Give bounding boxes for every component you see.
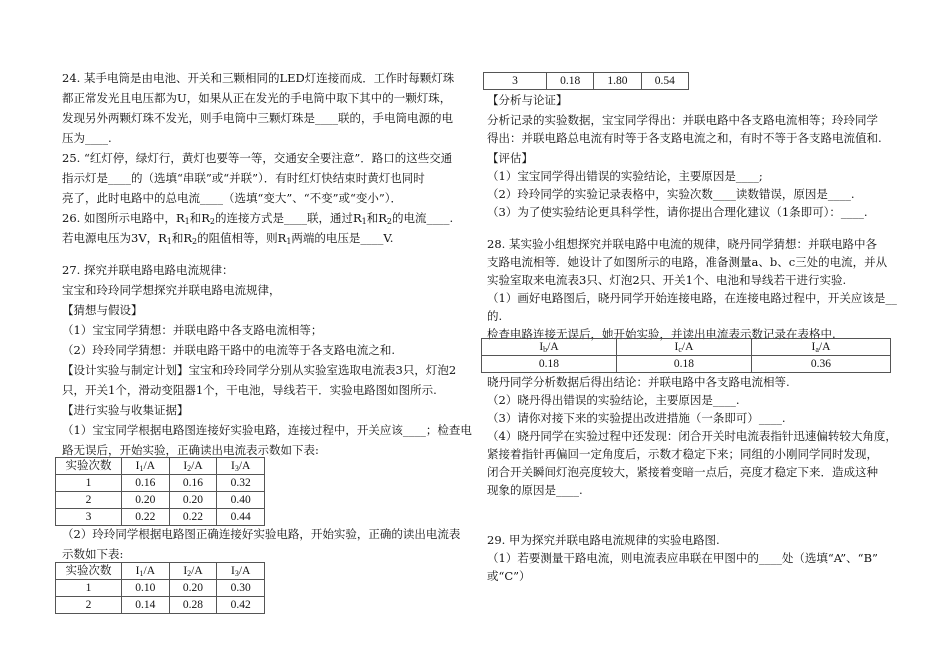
q27b-line-2: 示数如下表: xyxy=(62,547,124,561)
analysis-line-5: （1）宝宝同学得出错误的实验结论，主要原因是____; xyxy=(487,169,763,183)
table-cell: 1 xyxy=(56,475,122,492)
table-header-cell: $I_1/A$ xyxy=(122,563,170,580)
q28-line-6: 检查电路连接无误后，她开始实验，并读出电流表示数记录在表格中. xyxy=(487,327,836,341)
table-header-cell: 实验次数 xyxy=(56,458,122,475)
analysis-line-1: 【分析与论证】 xyxy=(487,93,568,107)
q27-line-5: （2）玲玲同学猜想：并联电路干路中的电流等于各支路电流之和. xyxy=(62,343,395,357)
q28b-line-7: 现象的原因是____. xyxy=(487,483,583,497)
analysis-line-2: 分析记录的实验数据，宝宝同学得出：并联电路中各支路电流相等；玲玲同学 xyxy=(487,113,878,127)
q27-line-7: 只，开关1个，滑动变阻器1个，干电池，导线若干．实验电路图如图所示. xyxy=(62,383,437,397)
table-row xyxy=(484,73,689,90)
table-cell: 0.10 xyxy=(122,580,170,597)
table-cell: 0.32 xyxy=(217,475,265,492)
q27-line-1: 27. 探究并联电路电路电流规律： xyxy=(62,263,234,277)
table-cell: 1.80 xyxy=(594,73,641,90)
table-header-cell: $I_1/A$ xyxy=(122,458,170,475)
table-2 xyxy=(55,562,265,614)
table-cell: 0.16 xyxy=(122,475,170,492)
analysis-line-4: 【评估】 xyxy=(487,151,533,165)
table-cell: 0.16 xyxy=(169,475,217,492)
table-cell: 0.18 xyxy=(616,356,751,373)
table-header-cell: $I_2/A$ xyxy=(169,458,217,475)
q27-line-4: （1）宝宝同学猜想：并联电路中各支路电流相等； xyxy=(62,323,323,337)
q24-line-2: 都正常发光且电压都为U，如果从正在发光的手电筒中取下其中的一颗灯珠， xyxy=(62,91,452,105)
table-cell: 0.14 xyxy=(122,597,170,614)
q25-line-1: 25. “红灯停，绿灯行，黄灯也要等一等，交通安全要注意”．路口的这些交通 xyxy=(62,151,453,165)
q28-line-3: 实验室取来电流表3只、灯泡2只、开关1个、电池和导线若干进行实验. xyxy=(487,273,847,287)
q28-line-1: 28. 某实验小组想探究并联电路中电流的规律，晓丹同学猜想：并联电路中各 xyxy=(487,237,877,251)
q27-line-6: 【设计实验与制定计划】宝宝和玲玲同学分别从实验室选取电流表3只，灯泡2 xyxy=(62,363,457,377)
table-cell: 0.22 xyxy=(169,509,217,526)
q28-line-2: 支路电流相等．她设计了如图所示的电路，准备测量a、b、c三处的电流，并从 xyxy=(487,255,888,269)
table-1 xyxy=(55,457,265,526)
table-cell: 3 xyxy=(56,509,122,526)
table-cell: 0.20 xyxy=(169,580,217,597)
table-cell: 2 xyxy=(56,492,122,509)
q29-line-3: 或“C”） xyxy=(487,569,531,583)
table-3 xyxy=(481,338,891,373)
table-row xyxy=(482,356,891,373)
q24-line-1: 24. 某手电筒是由电池、开关和三颗相同的LED灯连接而成．工作时每颗灯珠 xyxy=(62,71,455,85)
table-header-row xyxy=(482,339,891,356)
analysis-line-6: （2）玲玲同学的实验记录表格中，实验次数____读数错误，原因是____. xyxy=(487,187,855,201)
q27-line-3: 【猜想与假设】 xyxy=(62,303,143,317)
table-header-cell: $I_a/A$ xyxy=(751,339,890,356)
q27-line-2: 宝宝和玲玲同学想探究并联电路电流规律， xyxy=(62,283,281,297)
table-cell: 0.36 xyxy=(751,356,890,373)
table-cell: 1 xyxy=(56,580,122,597)
table-row xyxy=(56,492,265,509)
q26-line-2: 若电源电压为3V，$R_1$和$R_2$的阻值相等，则$R_1$两端的电压是____V. xyxy=(62,231,394,246)
q28b-line-5: 紧接着指针再偏回一定角度后，示数才稳定下来；同组的小刚同学同时发现， xyxy=(487,447,878,461)
analysis-line-7: （3）为了使实验结论更具科学性，请你提出合理化建议（1条即可）：____. xyxy=(487,205,868,219)
q27-line-10: 路无误后，开始实验，正确读出电流表示数如下表: xyxy=(62,443,319,457)
table-header-cell: $I_b/A$ xyxy=(482,339,617,356)
table-header-cell: $I_3/A$ xyxy=(217,563,265,580)
table-row xyxy=(56,580,265,597)
q27b-line-1: （2）玲玲同学根据电路图正确连接好实验电路，开始实验，正确的读出电流表 xyxy=(62,527,461,541)
table-cell: 0.22 xyxy=(122,509,170,526)
table-row xyxy=(56,509,265,526)
q28-line-5: 的. xyxy=(487,309,503,323)
q28b-line-3: （3）请你对接下来的实验提出改进措施（一条即可）____. xyxy=(487,411,786,425)
table-cell: 0.30 xyxy=(217,580,265,597)
q28b-line-1: 晓丹同学分析数据后得出结论：并联电路中各支路电流相等. xyxy=(487,375,790,389)
table-header-row xyxy=(56,458,265,475)
analysis-line-3: 得出：并联电路总电流有时等于各支路电流之和，有时不等于各支路电流值和. xyxy=(487,131,882,145)
q28b-line-2: （2）晓丹得出错误的实验结论，主要原因是____. xyxy=(487,393,740,407)
q28b-line-6: 闭合开关瞬间灯泡亮度较大，紧接着变暗一点后，亮度才稳定下来．造成这种 xyxy=(487,465,878,479)
table-cell: 0.20 xyxy=(169,492,217,509)
table-header-cell: $I_2/A$ xyxy=(169,563,217,580)
table-cell: 0.18 xyxy=(547,73,594,90)
q24-line-4: 压为____. xyxy=(62,131,112,145)
table-header-cell: $I_c/A$ xyxy=(616,339,751,356)
q26-line-1: 26. 如图所示电路中，$R_1$和$R_2$的连接方式是____联，通过$R_1$和$R_2$的电流____. xyxy=(62,211,454,226)
q25-line-2: 指示灯是____的（选填“串联”或“并联”）．有时红灯快结束时黄灯也同时 xyxy=(62,171,425,185)
table-row xyxy=(56,475,265,492)
q24-line-3: 发现另外两颗灯珠不发光，则手电筒中三颗灯珠是____联的，手电筒电源的电 xyxy=(62,111,453,125)
q27-line-9: （1）宝宝同学根据电路图连接好实验电路，连接过程中，开关应该____；检查电 xyxy=(62,423,472,437)
q28-line-4: （1）画好电路图后，晓丹同学开始连接电路，在连接电路过程中，开关应该是__ xyxy=(487,291,897,305)
q28b-line-4: （4）晓丹同学在实验过程中还发现：闭合开关时电流表指针迅速偏转较大角度， xyxy=(487,429,897,443)
q29-line-2: （1）若要测量干路电流，则电流表应串联在甲图中的____处（选填“A”、“B” xyxy=(487,551,878,565)
table-header-cell: $I_3/A$ xyxy=(217,458,265,475)
q29-line-1: 29. 甲为探究并联电路电流规律的实验电路图. xyxy=(487,533,720,547)
table-cell: 2 xyxy=(56,597,122,614)
table-cell: 0.42 xyxy=(217,597,265,614)
table-cell: 3 xyxy=(484,73,547,90)
q27-line-8: 【进行实验与收集证据】 xyxy=(62,403,189,417)
table-cell: 0.20 xyxy=(122,492,170,509)
table-cell: 0.40 xyxy=(217,492,265,509)
q25-line-3: 亮了，此时电路中的总电流____（选填“变大”、“不变”或“变小”）． xyxy=(62,191,403,205)
table-cell: 0.44 xyxy=(217,509,265,526)
table-header-cell: 实验次数 xyxy=(56,563,122,580)
table-cell: 0.54 xyxy=(641,73,688,90)
table-cell: 0.28 xyxy=(169,597,217,614)
table-header-row xyxy=(56,563,265,580)
table-cell: 0.18 xyxy=(482,356,617,373)
table-row xyxy=(56,597,265,614)
table-2-continued xyxy=(483,72,689,90)
